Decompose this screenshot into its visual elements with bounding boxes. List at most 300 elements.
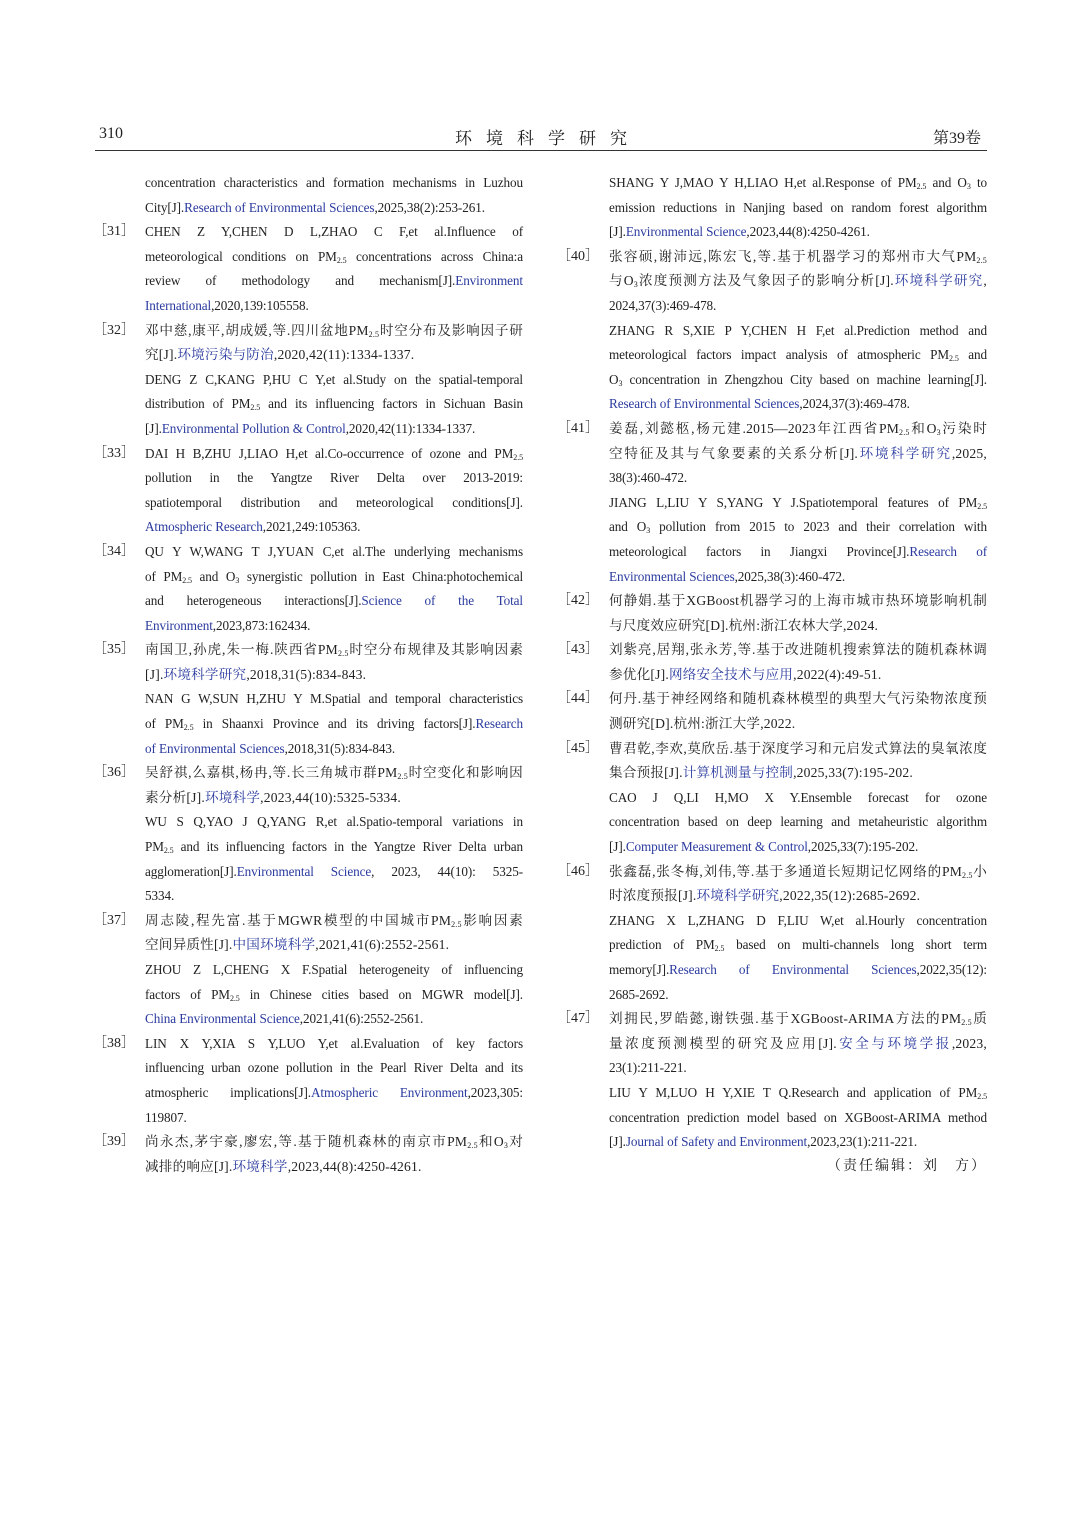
journal-name: Environmental Science [625,224,747,240]
reference-line [145,442,523,467]
journal-name: International [145,297,212,313]
reference-text: 何丹.基于神经网络和随机森林模型的典型大气污染物浓度预 [609,691,987,707]
reference-text: and its influencing factors in the Yangtze River Delta urban [173,839,523,855]
reference-text: 何静娟.基于XGBoost机器学习的上海市城市热环境影响机制 [609,593,987,609]
journal-name: Environmental Pollution & Control [161,420,346,436]
reference-text: ,2025,33(7):195-202. [793,765,913,781]
reference-entry [93,761,523,909]
journal-name: Atmospheric Research [145,519,263,535]
reference-line [609,614,987,639]
reference-text: of PM [145,568,183,584]
reference-text: concentration in Zhengzhou City based on machine learning[J]. [622,371,987,387]
reference-text: 姜磊,刘懿柩,杨元建.2015—2023年江西省PM [609,420,900,436]
subscript: 2.5 [962,870,973,880]
reference-entry [93,638,523,761]
reference-text: spatiotemporal distribution and meteorological conditions[J]. [145,494,523,510]
subscript: 2.5 [183,723,194,733]
reference-line [609,491,987,516]
reference-text: 时空分布及影响因子研 [379,322,523,338]
reference-line [609,392,987,417]
reference-entry [557,589,987,638]
reference-line [145,1155,523,1180]
reference-line [145,1032,523,1057]
reference-text: ,2022(4):49-51. [793,666,882,682]
subscript: 2.5 [451,919,462,929]
subscript: 2.5 [336,255,347,265]
reference-number: ［32］ [93,322,135,338]
reference-number: ［40］ [557,248,599,264]
reference-line [609,466,987,491]
reference-number: ［47］ [557,1011,599,1027]
reference-line [145,884,523,909]
journal-name: 网络安全技术与应用 [668,666,794,682]
reference-text: and [958,347,987,363]
journal-name: Environment [145,617,213,633]
reference-text: ,2021,249:105363. [262,519,361,535]
reference-text: PM [145,839,164,855]
reference-line [609,983,987,1008]
reference-text: review of methodology and mechanism[J]. [145,273,456,289]
subscript: 2.5 [337,649,349,659]
reference-text: of PM [145,716,184,732]
subscript: 3 [966,182,971,191]
reference-text: CHEN Z Y,CHEN D L,ZHAO C F,et al.Influence of [145,224,523,240]
reference-line [145,368,523,393]
reference-entry [557,687,987,736]
reference-line [609,835,987,860]
reference-text: ,2023,23(1):211-221. [807,1134,918,1150]
reference-text: pollution from 2015 to 2023 and their correlation with [650,519,987,535]
reference-text: 曹君乾,李欢,莫欣岳.基于深度学习和元启发式算法的臭氧浓度 [609,740,987,756]
reference-text: 刘紫亮,居翔,张永芳,等.基于改进随机搜索算法的随机森林调 [609,642,987,658]
reference-line [609,442,987,467]
reference-text: LIU Y M,LUO H Y,XIE T Q.Research and application of PM [609,1084,978,1100]
reference-line [145,687,523,712]
reference-text: [J]. [609,224,626,240]
reference-text: ,2025, [951,445,988,461]
reference-line [609,810,987,835]
reference-text: 尚永杰,茅宇豪,廖宏,等.基于随机森林的南京市PM [145,1134,468,1150]
journal-name: China Environmental Science [145,1011,300,1027]
reference-line [145,810,523,835]
header-rule [95,150,987,151]
reference-line [145,614,523,639]
reference-text: and O [926,175,967,190]
reference-text: 时空分布规律及其影响因素 [348,642,524,658]
reference-line [145,983,523,1008]
reference-line [145,540,523,565]
reference-number: ［46］ [557,863,599,879]
reference-entry [557,171,987,245]
reference-line [145,565,523,590]
reference-entry [93,319,523,442]
reference-column-left [93,171,523,1179]
reference-text: 和O [477,1134,504,1150]
reference-line [609,589,987,614]
subscript: 2.5 [163,846,174,856]
reference-line [609,245,987,270]
reference-text: ZHANG X L,ZHANG D F,LIU W,et al.Hourly concentration [609,912,987,928]
reference-column-right [557,171,987,1179]
reference-text: ,2023,44(10):5325-5334. [260,789,402,805]
reference-text: meteorological factors impact analysis of atmospheric PM [609,347,950,363]
reference-text: DAI H B,ZHU J,LIAO H,et al.Co-occurrence of ozone and PM [145,445,514,461]
reference-line [609,1081,987,1106]
reference-entry [557,1007,987,1155]
reference-text: WU S Q,YAO J Q,YANG R,et al.Spatio-temporal variations in [145,814,523,830]
reference-line [145,294,523,319]
reference-text: ,2023,305: [467,1084,523,1100]
journal-name: Atmospheric Environment [310,1084,468,1100]
journal-name: 环境科学 [204,789,261,805]
reference-text: ,2024,37(3):469-478. [799,396,910,412]
reference-line [145,196,523,221]
reference-line [145,392,523,417]
subscript: 2.5 [977,1091,987,1101]
reference-line [145,663,523,688]
reference-line [145,319,523,344]
reference-line [145,835,523,860]
reference-text: to [970,175,987,190]
journal-name: Science of the Total [361,593,523,609]
reference-line [145,171,523,196]
reference-line [145,933,523,958]
reference-number: ［38］ [93,1035,135,1051]
reference-number: ［33］ [93,445,135,461]
reference-line [145,860,523,885]
reference-text: memory[J]. [609,962,670,977]
subscript: 2.5 [949,354,959,364]
subscript: 2.5 [916,182,927,191]
subscript: 2.5 [467,1141,478,1151]
reference-text: 测研究[D].杭州:浙江大学,2022. [609,716,796,732]
subscript: 3 [618,378,623,388]
reference-number: ［31］ [93,224,135,240]
journal-name: Research of Environmental Sciences [609,396,800,412]
journal-name: Research of Environmental Sciences [184,199,375,215]
reference-text: ZHANG R S,XIE P Y,CHEN H F,et al.Prediction method and [609,322,987,338]
reference-text: [J]. [145,420,162,436]
reference-text: 参优化[J]. [609,666,669,682]
reference-line [145,589,523,614]
reference-line [145,220,523,245]
reference-text: 质 [971,1011,987,1027]
reference-text: synergistic pollution in East China:photochemical [239,568,524,584]
reference-text: ,2023,44(8):4250-4261. [287,1158,422,1174]
reference-line [609,1032,987,1057]
reference-text: 张容硕,谢沛远,陈宏飞,等.基于机器学习的郑州市大气PM [609,248,977,264]
reference-text: ,2025,38(3):460-472. [734,568,846,584]
reference-text: 浓度预测方法及气象因子的影响分析[J]. [638,273,894,289]
reference-text: 时空变化和影响因 [407,765,523,781]
journal-name: Research of Environmental Sciences [669,962,917,977]
reference-entry [93,1032,523,1130]
reference-text: O [609,371,619,387]
reference-text: 2685-2692. [609,986,669,1002]
reference-number: ［43］ [557,642,599,658]
reference-text: 时浓度预报[J]. [609,888,697,904]
reference-text: distribution of PM [145,396,251,412]
reference-line [145,638,523,663]
reference-text: agglomeration[J]. [145,863,237,879]
reference-text: 南国卫,孙虎,朱一梅.陕西省PM [145,642,338,658]
journal-name: Research [475,716,523,732]
reference-line [145,1056,523,1081]
reference-line [609,860,987,885]
reference-text: 邓中慈,康平,胡成媛,等.四川盆地PM [145,322,369,338]
subscript: 3 [936,427,941,437]
reference-line [145,245,523,270]
reference-text: LIN X Y,XIA S Y,LUO Y,et al.Evaluation of key factors [145,1035,523,1051]
journal-name: 中国环境科学 [232,937,316,953]
reference-text: 张鑫磊,张冬梅,刘伟,等.基于多通道长短期记忆网络的PM [609,863,963,879]
reference-entry [93,540,523,638]
reference-text: and O [191,568,236,584]
reference-line [609,1007,987,1032]
reference-text: DENG Z C,KANG P,HU C Y,et al.Study on the spatial-temporal [145,371,523,387]
subscript: 2.5 [250,403,261,413]
reference-text: concentration based on deep learning and metaheuristic algorithm [609,814,987,830]
reference-text: 小 [972,863,987,879]
reference-text: 和O [909,420,937,436]
reference-text: 究[J]. [145,347,178,363]
journal-name: Journal of Safety and Environment [625,1134,808,1150]
subscript: 3 [503,1141,509,1151]
reference-text: prediction of PM [609,937,715,953]
reference-text: 23(1):211-221. [609,1060,687,1076]
reference-text: meteorological factors in Jiangxi Province[J]. [609,543,910,559]
journal-name: 环境科学 [232,1158,288,1174]
reference-text: ,2023, [951,1035,987,1051]
reference-line [609,1130,987,1155]
subscript: 2.5 [182,575,192,585]
reference-line [609,638,987,663]
journal-name: Research of [909,543,987,559]
reference-line [609,220,987,245]
reference-line [609,368,987,393]
subscript: 2.5 [977,501,987,511]
reference-line [145,1081,523,1106]
reference-line [609,1056,987,1081]
reference-text: ,2018,31(5):834-843. [246,666,367,682]
reference-line [609,540,987,565]
reference-number: ［45］ [557,740,599,756]
subscript: 3 [646,526,651,536]
reference-text: and heterogeneous interactions[J]. [145,593,362,609]
reference-text: ,2023,44(8):4250-4261. [746,224,870,240]
reference-text: ,2021,41(6):2552-2561. [299,1011,424,1027]
reference-line [145,786,523,811]
reference-text: pollution in the Yangtze River Delta over 2013-2019: [145,470,523,486]
reference-text: 集合预报[J]. [609,765,683,781]
subscript: 2.5 [714,944,725,954]
reference-text: 吴舒祺,么嘉棋,杨冉,等.长三角城市群PM [145,765,398,781]
journal-name: Environmental Sciences [609,568,735,584]
reference-line [145,417,523,442]
journal-name: 环境科学研究 [696,888,780,904]
reference-number: ［36］ [93,765,135,781]
reference-line [145,712,523,737]
reference-entry [93,442,523,540]
reference-text: 空特征及其与气象要素的关系分析[J]. [609,445,859,461]
reference-line [609,269,987,294]
reference-text: NAN G W,SUN H,ZHU Y M.Spatial and temporal characteristics [145,691,523,707]
reference-entry [557,737,987,860]
reference-text: concentration characteristics and formation mechanisms in Luzhou [145,175,523,190]
reference-entry [557,638,987,687]
reference-line [609,196,987,221]
reference-line [609,737,987,762]
reference-line [145,909,523,934]
reference-text: 与O [609,273,634,289]
reference-number: ［37］ [93,912,135,928]
reference-text: 素分析[J]. [145,789,205,805]
subscript: 2.5 [899,427,910,437]
reference-entry [557,245,987,417]
reference-line [609,786,987,811]
reference-line [145,343,523,368]
reference-text: and O [609,519,647,535]
reference-line [145,1130,523,1155]
reference-line [609,294,987,319]
journal-name: 环境科学研究 [858,445,952,461]
reference-text: 减排的响应[J]. [145,1158,233,1174]
reference-text: City[J]. [145,199,185,215]
reference-text: factors of PM [145,986,230,1002]
journal-name: 环境科学研究 [163,666,247,682]
reference-number: ［39］ [93,1134,135,1150]
reference-line [145,515,523,540]
reference-text: ,2022,35(12): [916,962,987,977]
journal-title: 环境科学研究 [455,129,641,148]
reference-line [609,712,987,737]
reference-text: [J]. [609,1134,626,1150]
reference-line [145,737,523,762]
reference-number: ［42］ [557,593,599,609]
journal-name: 安全与环境学报 [836,1035,952,1051]
subscript: 2.5 [513,452,523,462]
page-header [95,125,987,149]
reference-line [609,565,987,590]
reference-text: 影响因素 [461,912,523,928]
reference-line [145,269,523,294]
subscript: 3 [633,280,638,290]
reference-text: in Chinese cities based on MGWR model[J]. [239,986,523,1002]
reference-line [145,1106,523,1131]
reference-line [609,515,987,540]
reference-text: JIANG L,LIU Y S,YANG Y J.Spatiotemporal features of PM [609,494,978,510]
subscript: 2.5 [397,772,408,782]
reference-text: ,2023,873:162434. [212,617,311,633]
reference-text: ,2025,33(7):195-202. [807,839,919,855]
reference-number: ［44］ [557,691,599,707]
reference-text: in Shaanxi Province and its driving factors[J]. [193,716,476,732]
journal-name: Computer Measurement & Control [625,839,808,855]
subscript: 2.5 [961,1018,972,1028]
reference-text: [J]. [145,666,164,682]
reference-text: ,2018,31(5):834-843. [284,740,396,756]
journal-name: Environmental Science [236,863,372,879]
reference-entry [557,860,987,1008]
reference-text: , 2023, 44(10): 5325- [371,863,523,879]
reference-number: ［41］ [557,420,599,436]
reference-number: ［35］ [93,642,135,658]
reference-line [609,417,987,442]
reference-text: and its influencing factors in Sichuan Basin [260,396,523,412]
reference-line [145,1007,523,1032]
subscript: 2.5 [368,329,380,339]
reference-text: SHANG Y J,MAO Y H,LIAO H,et al.Response of PM [609,175,917,190]
reference-text: 量浓度预测模型的研究及应用[J]. [609,1035,837,1051]
reference-text: QU Y W,WANG T J,YUAN C,et al.The underlying mechanisms [145,543,523,559]
journal-name: 环境科学研究 [893,273,984,289]
reference-number: ［34］ [93,543,135,559]
page-number: 310 [99,125,123,142]
reference-text: ,2020,42(11):1334-1337. [345,420,476,436]
reference-text: ,2022,35(12):2685-2692. [779,888,921,904]
reference-line [609,909,987,934]
reference-text: , [983,273,988,289]
subscript: 2.5 [229,993,240,1003]
reference-entry [93,171,523,220]
reference-text: meteorological conditions on PM [145,248,337,264]
reference-line [609,1106,987,1131]
reference-text: 2024,37(3):469-478. [609,297,717,313]
reference-text: emission reductions in Nanjing based on random forest algorithm [609,199,987,215]
reference-line [609,958,987,983]
reference-entry [93,1130,523,1179]
reference-text: 119807. [145,1109,187,1125]
reference-line [609,663,987,688]
reference-text: [J]. [609,839,626,855]
reference-text: 对 [508,1134,523,1150]
journal-name: Environment [455,273,523,289]
reference-line [609,933,987,958]
reference-text: 刘拥民,罗皓懿,谢铁强.基于XGBoost-ARIMA方法的PM [609,1011,962,1027]
reference-text: 5334. [145,888,175,904]
reference-line [609,171,987,196]
reference-line [609,319,987,344]
reference-text: 污染时 [940,420,988,436]
reference-entry [93,909,523,1032]
reference-text: concentration prediction model based on XGBoost-ARIMA method [609,1109,987,1125]
reference-line [145,761,523,786]
reference-text: ,2020,139:105558. [211,297,309,313]
reference-text: 空间异质性[J]. [145,937,233,953]
reference-text: ,2025,38(2):253-261. [374,199,485,215]
reference-line [609,761,987,786]
journal-name: 环境污染与防治 [177,347,274,363]
reference-line [145,491,523,516]
reference-line [145,466,523,491]
reference-line [145,958,523,983]
volume-label: 第39卷 [932,130,981,147]
reference-text: atmospheric implications[J]. [145,1084,311,1100]
reference-text: ZHOU Z L,CHENG X F.Spatial heterogeneity of influencing [145,962,523,977]
reference-text: ,2021,41(6):2552-2561. [315,937,450,953]
reference-line [609,884,987,909]
reference-entry [557,417,987,589]
journal-name: 计算机测量与控制 [682,765,794,781]
reference-text: ,2020,42(11):1334-1337. [273,347,415,363]
reference-text: influencing urban ozone pollution in the Pearl River Delta and its [145,1060,523,1076]
reference-text: CAO J Q,LI H,MO X Y.Ensemble forecast for ozone [609,789,987,805]
journal-name: of Environmental Sciences [145,740,285,756]
reference-text: 38(3):460-472. [609,470,688,486]
reference-text: 周志陵,程先富.基于MGWR模型的中国城市PM [145,912,452,928]
reference-line [609,687,987,712]
subscript: 3 [235,575,240,585]
